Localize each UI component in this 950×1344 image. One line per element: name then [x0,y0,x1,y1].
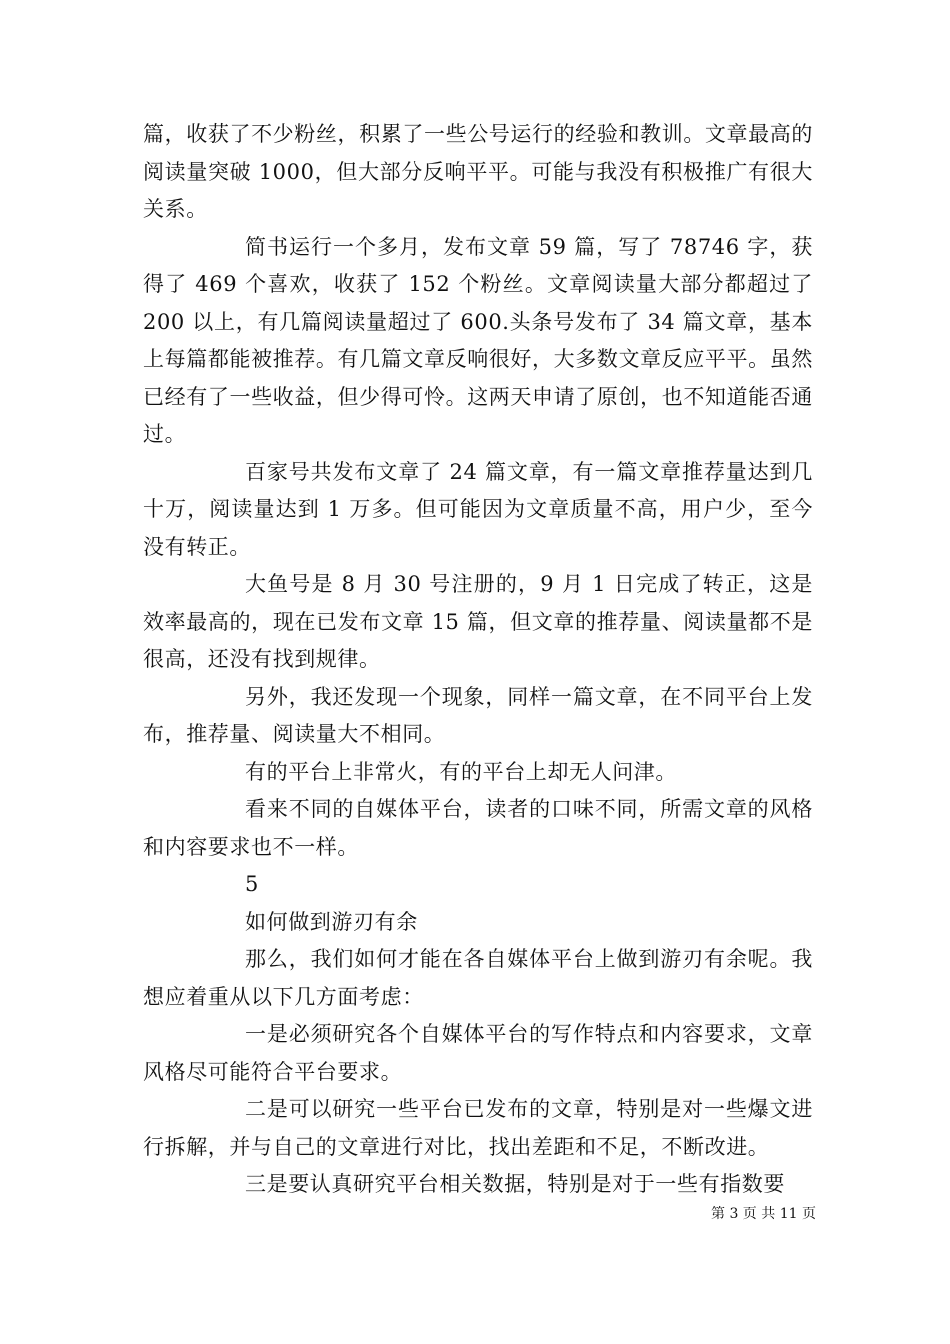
paragraph-baijiahao: 百家号共发布文章了 24 篇文章，有一篇文章推荐量达到几十万，阅读量达到 1 万多。但可能因为文章质量不高，用户少，至今没有转正。 [143,459,813,559]
paragraph-popularity: 有的平台上非常火，有的平台上却无人问津。 [245,759,677,784]
paragraph-dayuhao: 大鱼号是 8 月 30 号注册的，9 月 1 日完成了转正，这是效率最高的，现在已发布文章 15 篇，但文章的推荐量、阅读量都不是很高，还没有找到规律。 [143,572,813,671]
paragraph-question: 那么，我们如何才能在各自媒体平台上做到游刃有余呢。我想应着重从以下几方面考虑： [143,947,813,1009]
paragraph-point-one: 一是必须研究各个自媒体平台的写作特点和内容要求，文章风格尽可能符合平台要求。 [143,1022,813,1084]
section-number: 5 [245,872,259,896]
page-footer: 第 3 页 共 11 页 [711,1206,816,1222]
section-heading: 如何做到游刃有余 [245,909,418,934]
paragraph-jianshu: 简书运行一个多月，发布文章 59 篇，写了 78746 字，获得了 469 个喜欢，收获了 152 个粉丝。文章阅读量大部分都超过了 200 以上，有几篇阅读量超过了 600.头条号发布了 34 篇文章，基本上每篇都能被推荐。有几篇文章反响很好，大多数文章反应平平。虽然已经有了一些收益，但少得可怜。这两天申请了原创，也不知道能否通过。 [143,234,813,446]
paragraph-reader-taste: 看来不同的自媒体平台，读者的口味不同，所需文章的风格和内容要求也不一样。 [143,797,813,859]
paragraph-point-two: 二是可以研究一些平台已发布的文章，特别是对一些爆文进行拆解，并与自己的文章进行对比，找出差距和不足，不断改进。 [143,1097,813,1159]
paragraph-observation: 另外，我还发现一个现象，同样一篇文章，在不同平台上发布，推荐量、阅读量大不相同。 [143,684,813,746]
document-body [143,116,813,1204]
paragraph-point-three: 三是要认真研究平台相关数据，特别是对于一些有指数要 [245,1172,785,1196]
paragraph-continuation: 篇，收获了不少粉丝，积累了一些公号运行的经验和教训。文章最高的阅读量突破 1000，但大部分反响平平。可能与我没有积极推广有很大关系。 [143,122,813,221]
